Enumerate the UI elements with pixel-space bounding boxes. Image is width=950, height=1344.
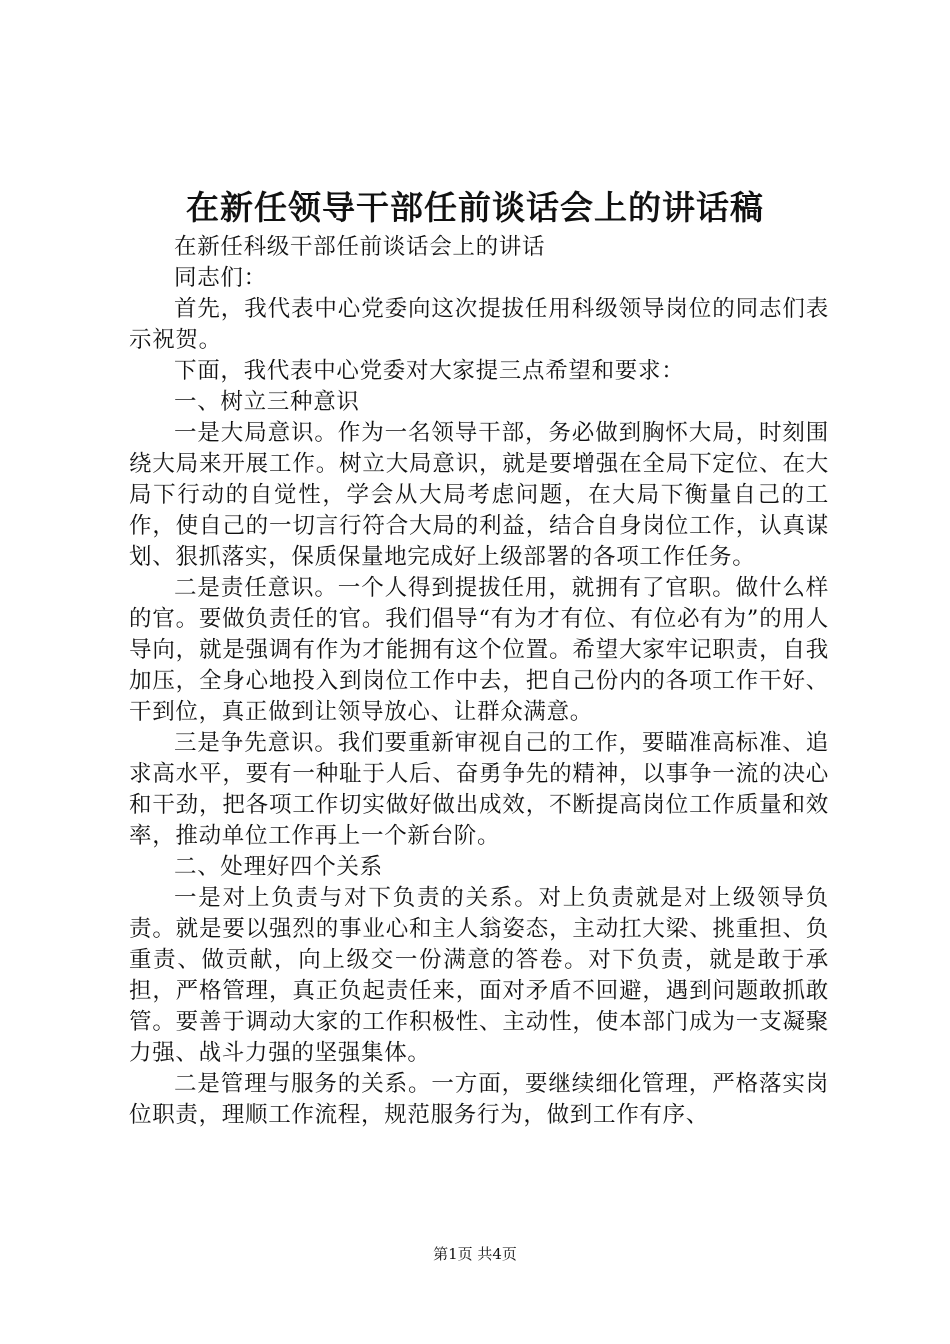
- paragraph: 二是管理与服务的关系。一方面，要继续细化管理，严格落实岗位职责，理顺工作流程，规范服务行为，做到工作有序、: [129, 1071, 829, 1128]
- document-body: [129, 232, 829, 1131]
- paragraph: 首先，我代表中心党委向这次提拔任用科级领导岗位的同志们表示祝贺。: [129, 296, 829, 353]
- document-title: 在新任领导干部任前谈话会上的讲话稿: [186, 188, 764, 227]
- paragraph: 二是责任意识。一个人得到提拔任用，就拥有了官职。做什么样的官。要做负责任的官。我们倡导“有为才有位、有位必有为”的用人导向，就是强调有作为才能拥有这个位置。希望大家牢记职责，自我加压，全身心地投入到岗位工作中去，把自己份内的各项工作干好、干到位，真正做到让领导放心、让群众满意。: [129, 575, 829, 725]
- section-heading: 二、处理好四个关系: [174, 854, 383, 880]
- paragraph-subtitle: 在新任科级干部任前谈话会上的讲话: [174, 234, 546, 260]
- page-footer: 第1页 共4页: [433, 1245, 517, 1263]
- paragraph: 下面，我代表中心党委对大家提三点希望和要求：: [174, 358, 685, 384]
- paragraph: 三是争先意识。我们要重新审视自己的工作，要瞄准高标准、追求高水平，要有一种耻于人后、奋勇争先的精神，以事争一流的决心和干劲，把各项工作切实做好做出成效，不断提高岗位工作质量和效率，推动单位工作再上一个新台阶。: [129, 730, 829, 849]
- paragraph: 一是对上负责与对下负责的关系。对上负责就是对上级领导负责。就是要以强烈的事业心和主人翁姿态，主动扛大梁、挑重担、负重责、做贡献，向上级交一份满意的答卷。对下负责，就是敢于承担，严格管理，真正负起责任来，面对矛盾不回避，遇到问题敢抓敢管。要善于调动大家的工作积极性、主动性，使本部门成为一支凝聚力强、战斗力强的坚强集体。: [129, 885, 829, 1066]
- section-heading: 一、树立三种意识: [174, 389, 360, 415]
- paragraph-salutation: 同志们：: [174, 265, 267, 291]
- paragraph: 一是大局意识。作为一名领导干部，务必做到胸怀大局，时刻围绕大局来开展工作。树立大局意识，就是要增强在全局下定位、在大局下行动的自觉性，学会从大局考虑问题，在大局下衡量自己的工作，使自己的一切言行符合大局的利益，结合自身岗位工作，认真谋划、狠抓落实，保质保量地完成好上级部署的各项工作任务。: [129, 420, 829, 570]
